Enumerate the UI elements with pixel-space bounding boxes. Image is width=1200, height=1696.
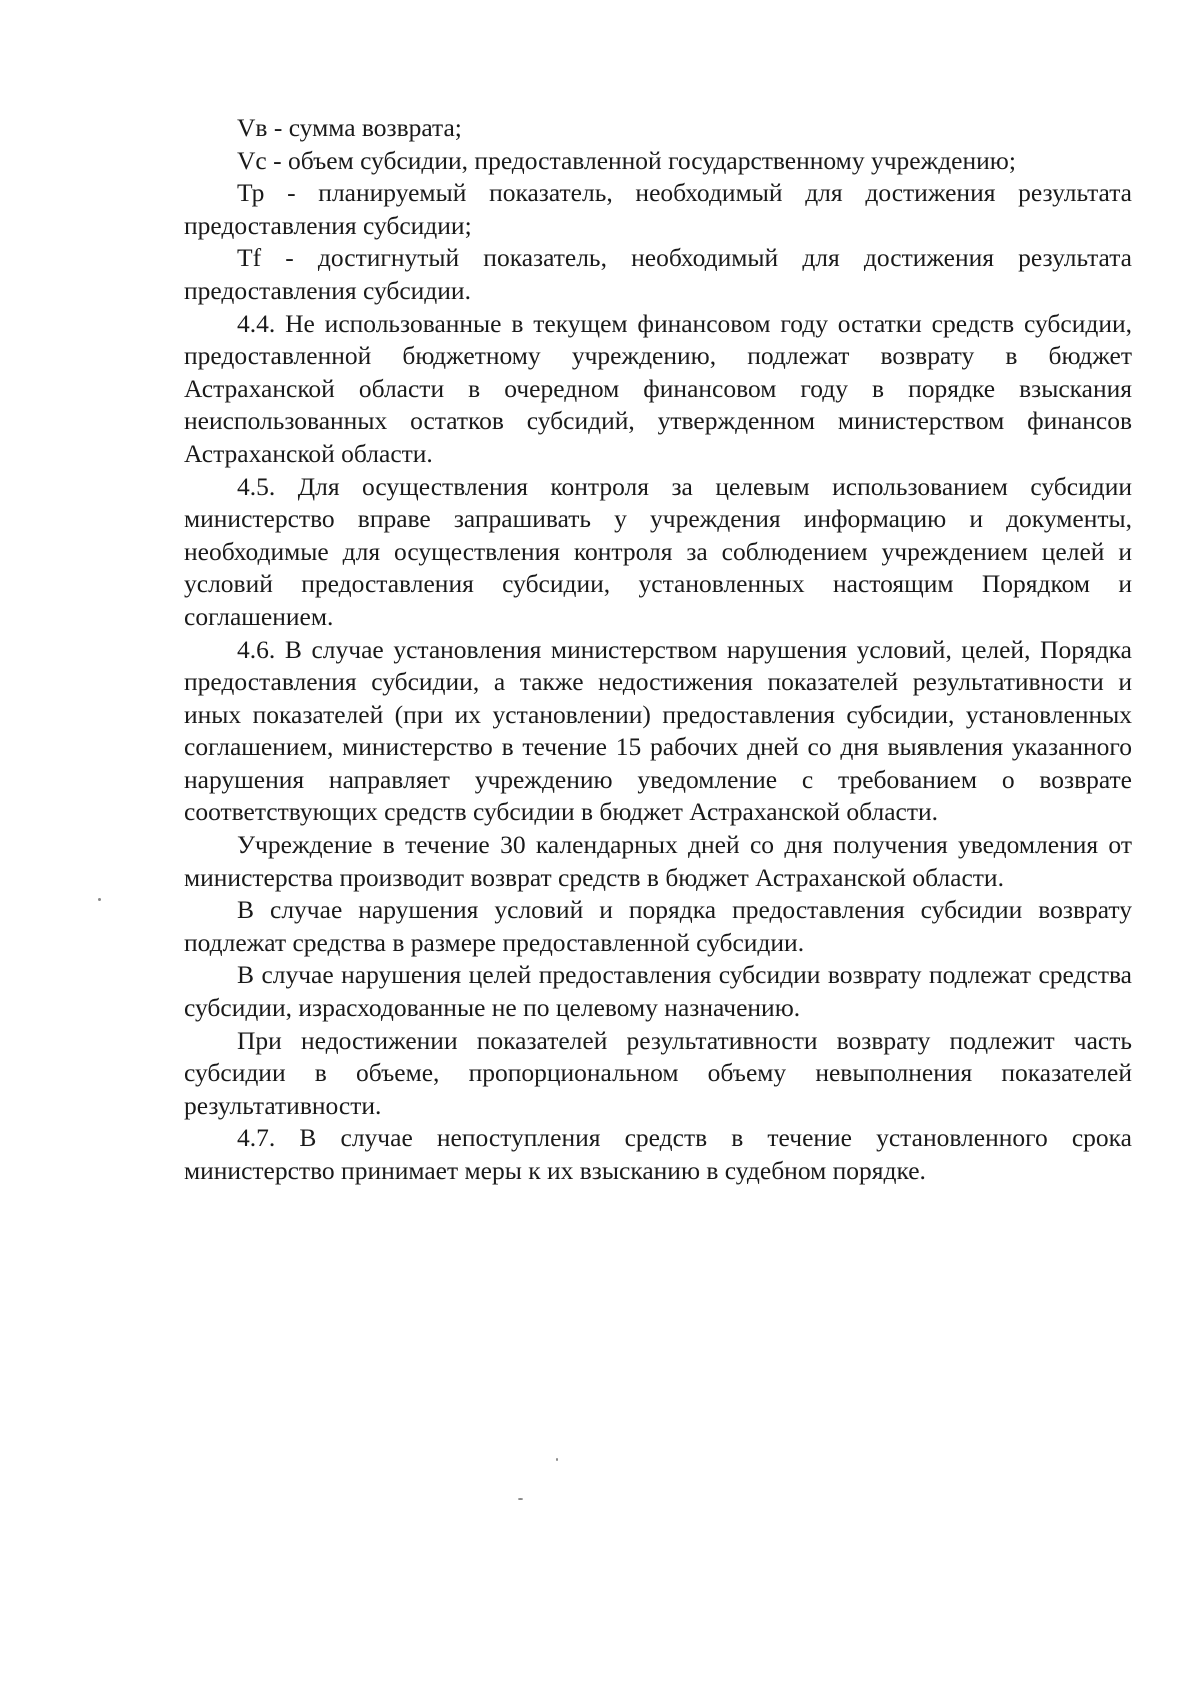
paragraph-4-5: 4.5. Для осуществления контроля за целевым использованием субсидии министерство вправе запрашивать у учреждения информацию и документы, необходимые для осуществления контроля за соблюдением учреждением целей и условий предоставления субсидии, установленных настоящим Порядком и соглашением. [184, 471, 1132, 631]
paragraph-4-7: 4.7. В случае непоступления средств в течение установленного срока министерство принимает меры к их взысканию в судебном порядке. [184, 1123, 1132, 1185]
scan-speck [518, 1498, 523, 1500]
paragraph-indicators-shortfall: При недостижении показателей результативности возврату подлежит часть субсидии в объеме, пропорциональном объему невыполнения показателей результативности. [184, 1025, 1132, 1120]
paragraph-tp-definition: Тр - планируемый показатель, необходимый для достижения результата предоставления субсидии; [184, 178, 1132, 240]
paragraph-vb-definition: Vв - сумма возврата; [237, 113, 462, 142]
scan-speck [98, 898, 101, 901]
paragraph-4-4: 4.4. Не использованные в текущем финансовом году остатки средств субсидии, предоставленной бюджетному учреждению, подлежат возврату в бюджет Астраханской области в очередном финансовом году в порядке взыскания неиспользованных остатков субсидий, утвержденном министерством финансов Астраханской области. [184, 308, 1132, 468]
paragraph-conditions-violation: В случае нарушения условий и порядка предоставления субсидии возврату подлежат средства в размере предоставленной субсидии. [184, 895, 1132, 957]
document-body [184, 112, 1132, 1188]
paragraph-4-6: 4.6. В случае установления министерством нарушения условий, целей, Порядка предоставления субсидии, а также недостижения показателей результативности и иных показателей (при их установлении) предоставления субсидии, установленных соглашением, министерство в течение 15 рабочих дней со дня выявления указанного нарушения направляет учреждению уведомление с требованием о возврате соответствующих средств субсидии в бюджет Астраханской области. [184, 634, 1132, 827]
scan-speck [556, 1458, 558, 1461]
paragraph-purpose-violation: В случае нарушения целей предоставления субсидии возврату подлежат средства субсидии, израсходованные не по целевому назначению. [184, 960, 1132, 1023]
paragraph-institution-return: Учреждение в течение 30 календарных дней со дня получения уведомления от министерства производит возврат средств в бюджет Астраханской области. [184, 830, 1132, 892]
paragraph-tf-definition: Tf - достигнутый показатель, необходимый для достижения результата предоставления субсидии. [184, 243, 1132, 305]
paragraph-vc-definition: Vc - объем субсидии, предоставленной государственному учреждению; [237, 145, 1016, 175]
